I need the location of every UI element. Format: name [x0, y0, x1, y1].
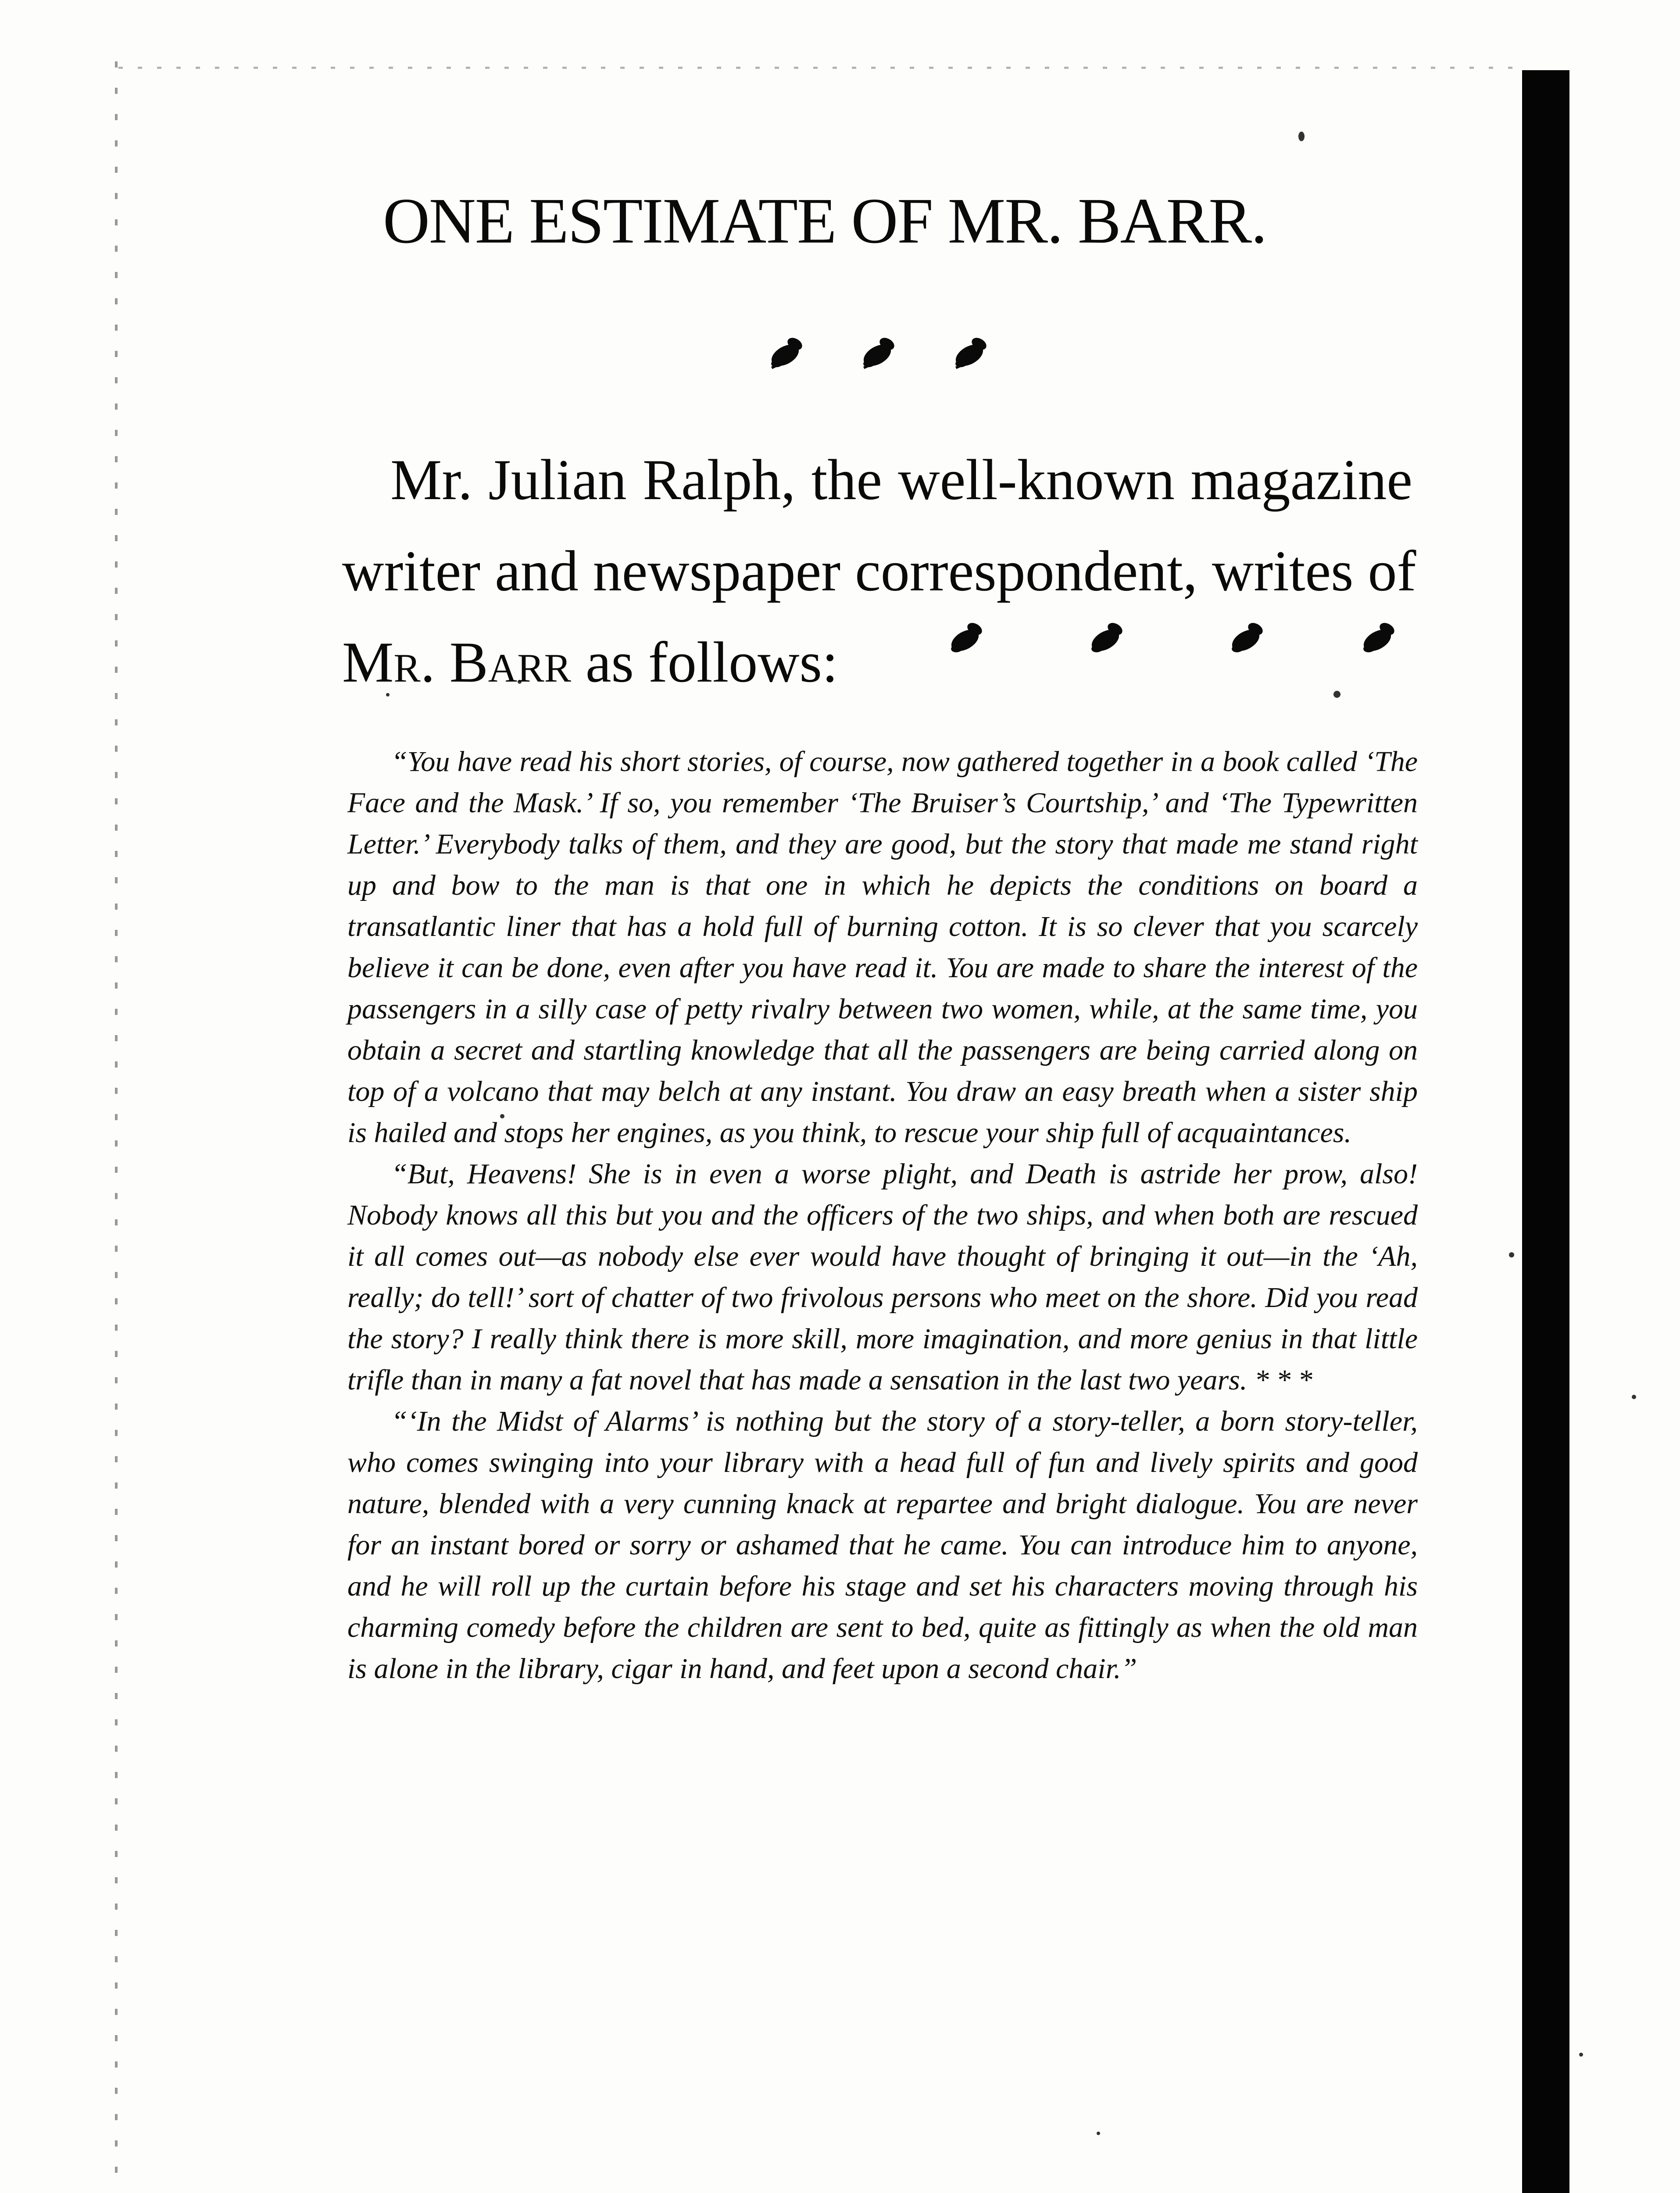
quoted-passage	[347, 741, 1418, 1689]
binding-shadow	[1522, 70, 1569, 2193]
intro-line-3-rest: as follows:	[571, 630, 838, 694]
quote-paragraph-1: “You have read his short stories, of course, now gathered together in a book called ‘The Face and the Mask.’ If so, you remember ‘The Bruiser’s Courtship,’ and ‘The Typewritten Letter.’ Everybody talks of them, and they are good, but the story that made me stand right up and bow to the man is that one in which he depicts the conditions on board a transatlantic liner that has a hold full of burning cotton. It is so clever that you scarcely believe it can be done, even after you have read it. You are made to share the interest of the passengers in a silly case of petty rivalry between two women, while, at the same time, you obtain a secret and startling knowledge that all the passengers are being carried along on top of a volcano that may belch at any instant. You draw an easy breath when a sister ship is hailed and stops her engines, as you think, to rescue your ship full of acquaintances.	[347, 746, 1418, 1149]
intro-line-2: writer and newspaper correspondent, writes of	[342, 539, 1416, 603]
intro-line-1: Mr. Julian Ralph, the well-known magazine	[390, 447, 1412, 512]
page-left-edge	[115, 61, 118, 2193]
quote-paragraph-2: “But, Heavens! She is in even a worse plight, and Death is astride her prow, also! Nobody knows all this but you and the officers of the two ships, and when both are rescued it all comes out—as nobody else ever would have thought of bringing it out—in the ‘Ah, really; do tell!’ sort of chatter of two frivolous persons who meet on the shore. Did you read the story? I really think there is more skill, more imagination, and more genius in that little trifle than in many a fat novel that has made a sensation in the last two years. * * *	[347, 1158, 1418, 1396]
quote-paragraph-3: “‘In the Midst of Alarms’ is nothing but the story of a story-teller, a born story-teller, who comes swinging into your library with a head full of fun and lively spirits and good nature, blended with a very cunning knack at repartee and bright dialogue. You are never for an instant bored or sorry or ashamed that he came. You can introduce him to anyone, and he will roll up the curtain before his stage and set his characters moving through his charming comedy before the children are sent to bed, quite as fittingly as when the old man is alone in the library, cigar in hand, and feet upon a second chair.”	[347, 1405, 1418, 1685]
title-ornaments	[746, 307, 1009, 395]
intro-ornaments	[921, 605, 1412, 675]
page-title: ONE ESTIMATE OF MR. BARR.	[383, 185, 1266, 257]
author-name: Mr. Barr	[342, 630, 571, 694]
page-top-edge	[118, 67, 1518, 69]
